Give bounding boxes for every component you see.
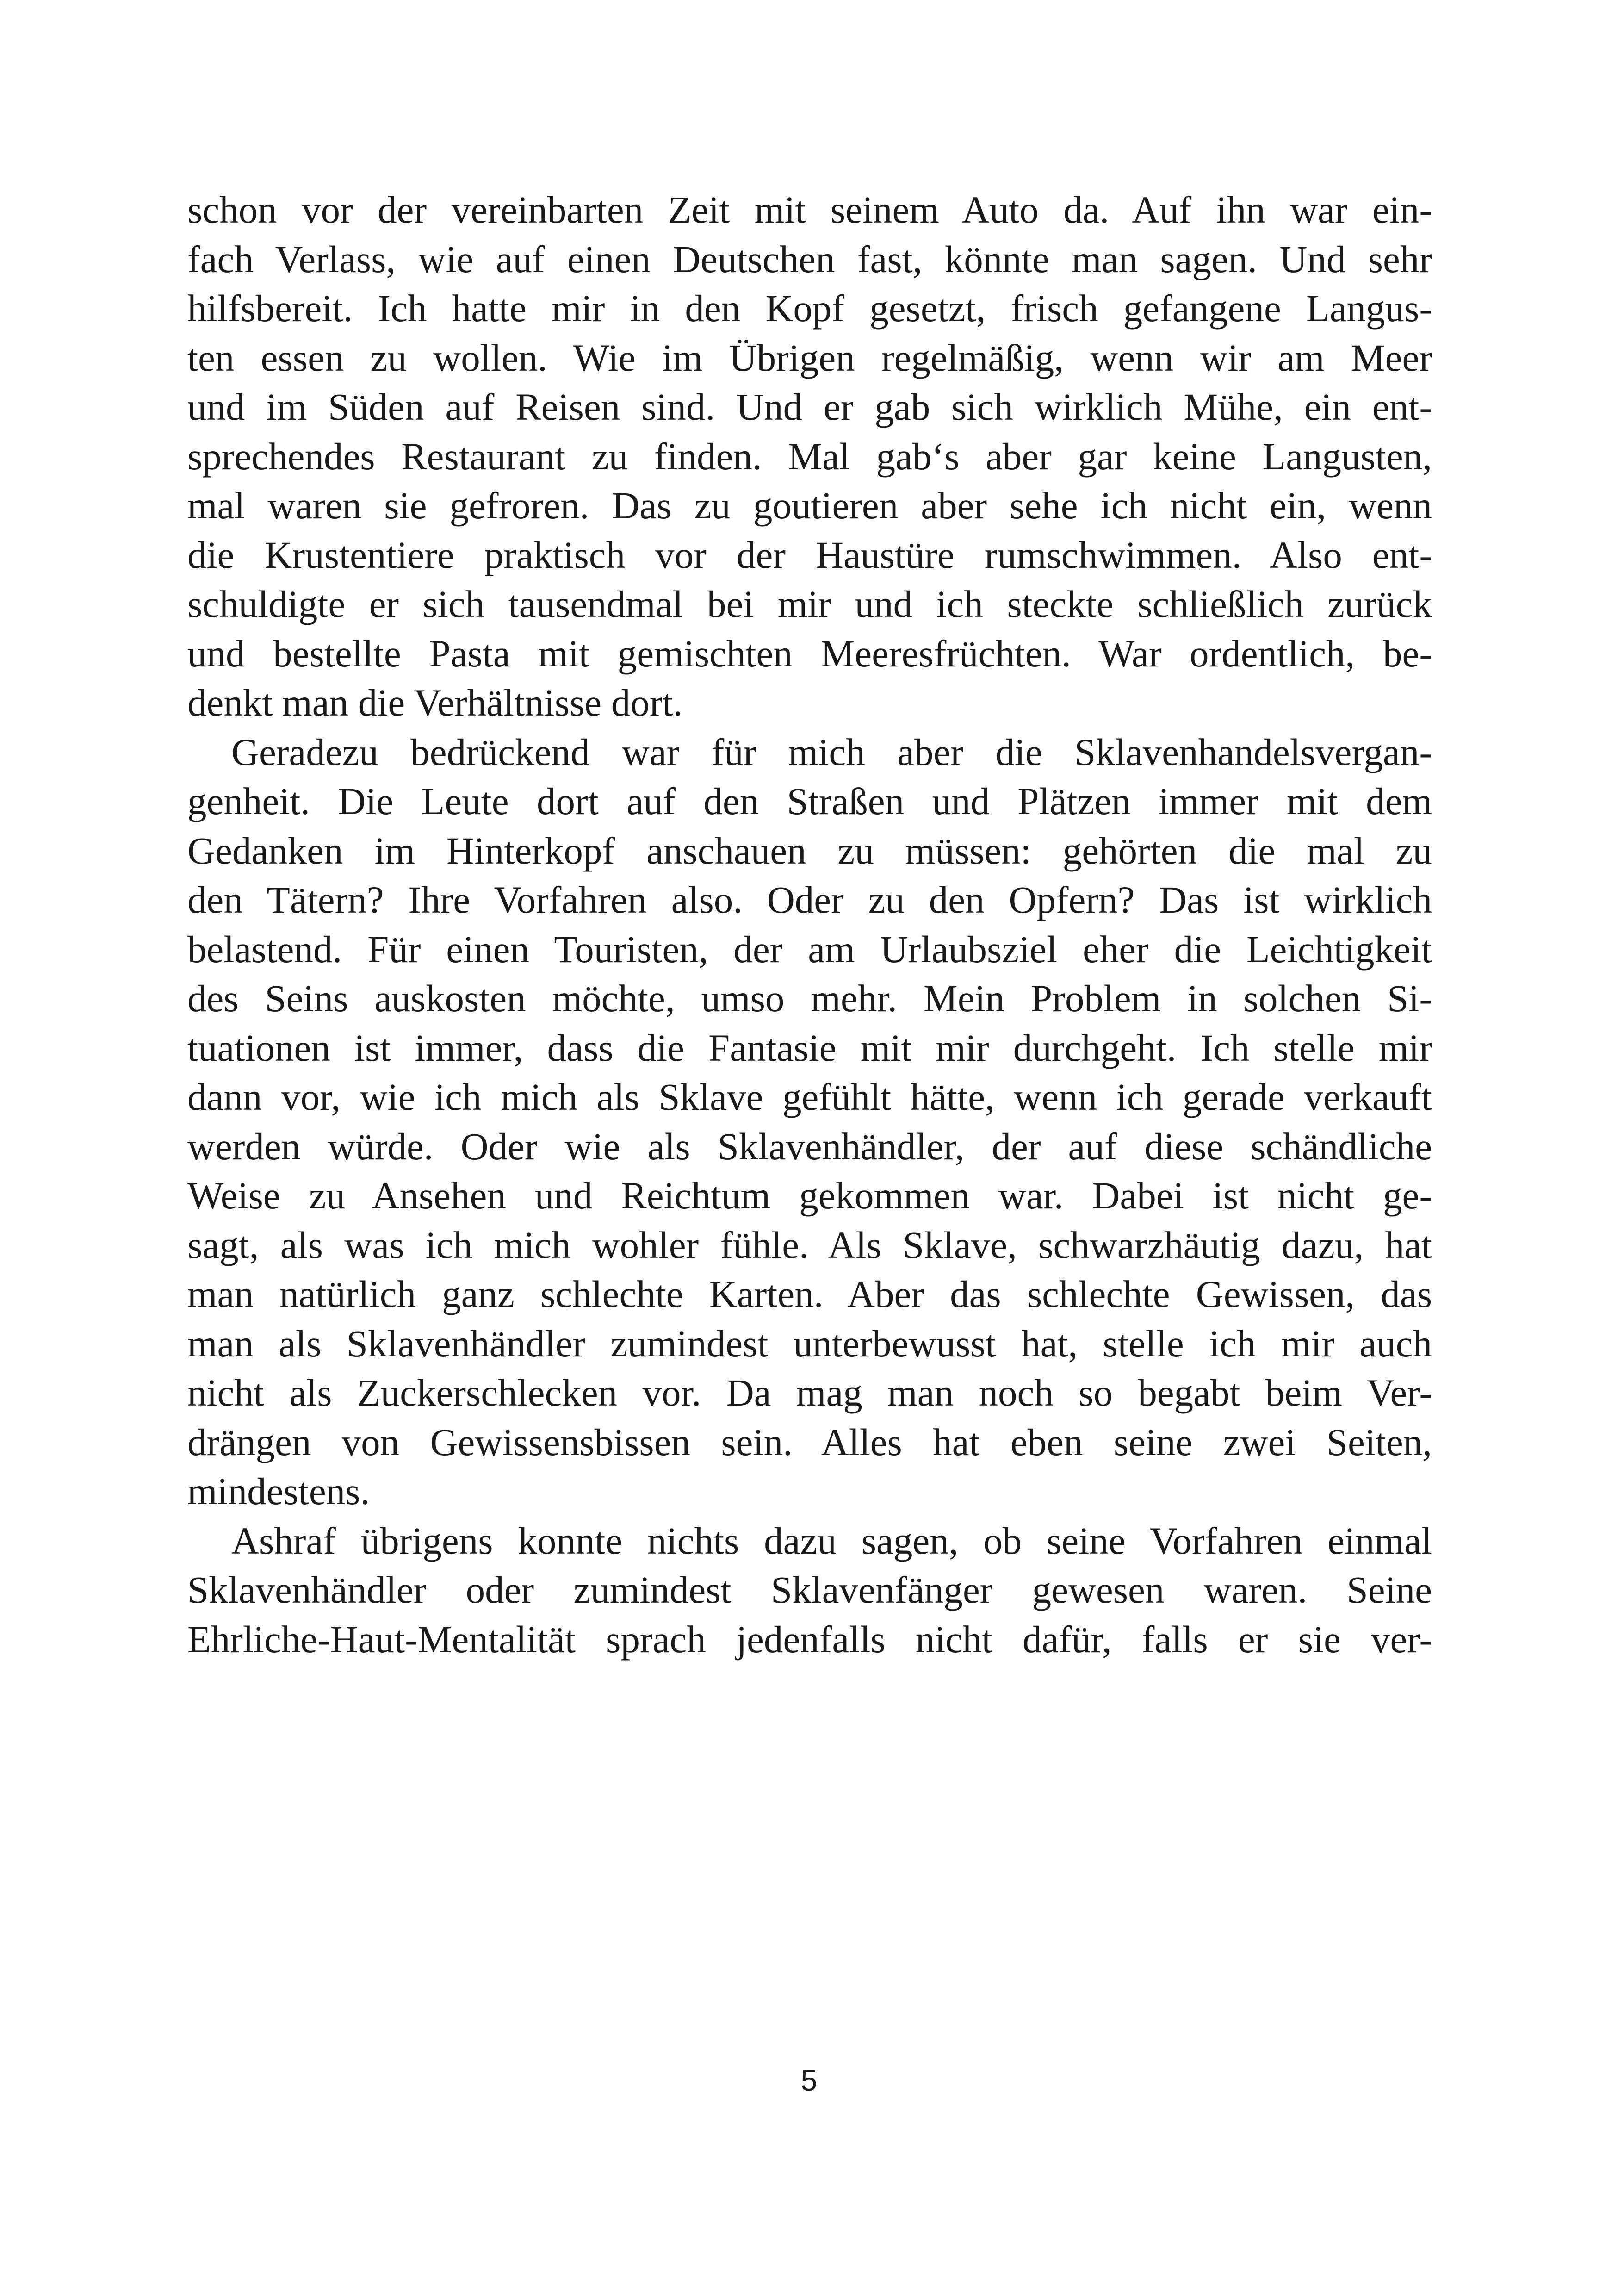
- text-line: fach Verlass, wie auf einen Deutschen fast, könnte man sagen. Und sehr: [187, 237, 1432, 280]
- text-line: sprechendes Restaurant zu finden. Mal gab‘s aber gar keine Langusten,: [187, 435, 1432, 478]
- text-line: mindestens.: [187, 1470, 370, 1512]
- text-line: nicht als Zuckerschlecken vor. Da mag man noch so begabt beim Ver-: [187, 1371, 1432, 1414]
- text-line: denkt man die Verhältnisse dort.: [187, 681, 683, 724]
- text-line: mal waren sie gefroren. Das zu goutieren aber sehe ich nicht ein, wenn: [187, 484, 1432, 527]
- text-line: schuldigte er sich tausendmal bei mir und ich steckte schließlich zurück: [187, 583, 1432, 625]
- text-line: und im Süden auf Reisen sind. Und er gab sich wirklich Mühe, ein ent-: [187, 386, 1432, 428]
- text-line: werden würde. Oder wie als Sklavenhändler, der auf diese schändliche: [187, 1125, 1432, 1168]
- text-line: belastend. Für einen Touristen, der am Urlaubsziel eher die Leichtigkeit: [187, 927, 1432, 971]
- text-line: Geradezu bedrückend war für mich aber die Sklavenhandelsvergan-: [231, 730, 1432, 773]
- paragraph: [187, 728, 1432, 1516]
- text-line: Sklavenhändler oder zumindest Sklavenfänger gewesen waren. Seine: [187, 1568, 1432, 1611]
- text-line: sagt, als was ich mich wohler fühle. Als Sklave, schwarzhäutig dazu, hat: [187, 1223, 1432, 1266]
- text-line: die Krustentiere praktisch vor der Haustüre rumschwimmen. Also ent-: [187, 533, 1432, 576]
- paragraph: [187, 185, 1432, 728]
- text-line: ten essen zu wollen. Wie im Übrigen regelmäßig, wenn wir am Meer: [187, 336, 1432, 379]
- text-line: schon vor der vereinbarten Zeit mit seinem Auto da. Auf ihn war ein-: [187, 188, 1432, 231]
- text-line: genheit. Die Leute dort auf den Straßen und Plätzen immer mit dem: [187, 780, 1432, 822]
- text-line: drängen von Gewissensbissen sein. Alles hat eben seine zwei Seiten,: [187, 1420, 1432, 1463]
- text-line: Ehrliche-Haut-Mentalität sprach jedenfalls nicht dafür, falls er sie ver-: [187, 1618, 1432, 1661]
- page-number: 5: [800, 2064, 818, 2097]
- text-line: man als Sklavenhändler zumindest unterbewusst hat, stelle ich mir auch: [187, 1322, 1432, 1365]
- text-line: Weise zu Ansehen und Reichtum gekommen war. Dabei ist nicht ge-: [187, 1174, 1432, 1217]
- paragraph: [187, 1516, 1432, 1664]
- text-line: den Tätern? Ihre Vorfahren also. Oder zu den Opfern? Das ist wirklich: [187, 878, 1432, 921]
- text-line: man natürlich ganz schlechte Karten. Aber das schlechte Gewissen, das: [187, 1273, 1432, 1315]
- body-text: [187, 185, 1432, 1664]
- text-line: hilfsbereit. Ich hatte mir in den Kopf gesetzt, frisch gefangene Langus-: [187, 287, 1432, 330]
- text-line: und bestellte Pasta mit gemischten Meeresfrüchten. War ordentlich, be-: [187, 632, 1432, 675]
- text-line: dann vor, wie ich mich als Sklave gefühlt hätte, wenn ich gerade verkauft: [187, 1076, 1432, 1118]
- text-line: tuationen ist immer, dass die Fantasie mit mir durchgeht. Ich stelle mir: [187, 1026, 1432, 1069]
- text-line: des Seins auskosten möchte, umso mehr. Mein Problem in solchen Si-: [187, 977, 1432, 1020]
- text-line: Gedanken im Hinterkopf anschauen zu müssen: gehörten die mal zu: [187, 829, 1432, 872]
- text-line: Ashraf übrigens konnte nichts dazu sagen, ob seine Vorfahren einmal: [231, 1519, 1432, 1562]
